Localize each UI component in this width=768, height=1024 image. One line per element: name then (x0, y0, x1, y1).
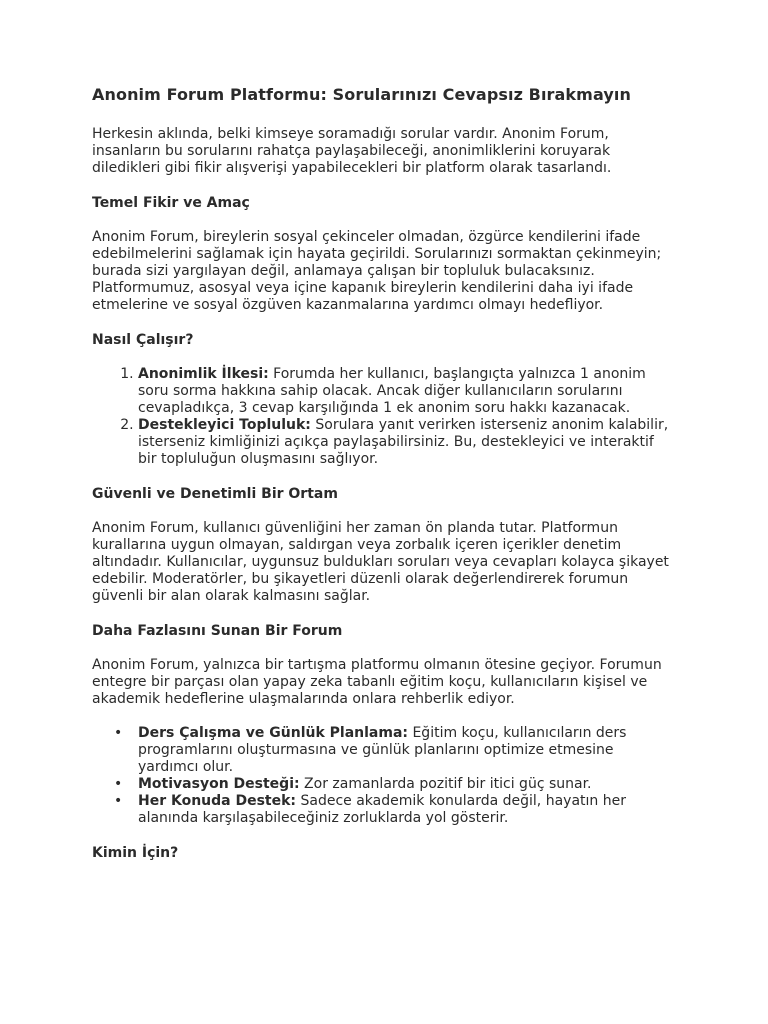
list-item (138, 366, 676, 417)
section-paragraph-temel: Anonim Forum, bireylerin sosyal çekinceler olmadan, özgürce kendilerini ifade edebilmelerini sağlamak için hayata geçirildi. Sorularınızı sormaktan çekinmeyin; burada sizi yargılayan değil, anlamaya çalışan bir topluluk bulacaksınız. Platformumuz, asosyal veya içine kapanık bireylerin kendilerini daha iyi ifade etmelerine ve sosyal özgüven kazanmalarına yardımcı olmayı hedefliyor. (92, 229, 662, 313)
list-item-text: Sorulara yanıt verirken isterseniz anonim kalabilir, isterseniz kimliğinizi açıkça paylaşabilirsiniz. Bu, destekleyici ve interaktif bir topluluğun oluşmasını sağlıyor. (138, 417, 669, 467)
section-heading-guvenli: Güvenli ve Denetimli Bir Ortam (92, 486, 338, 502)
bullet-list-daha (92, 725, 676, 827)
list-item-label: Motivasyon Desteği: (138, 776, 300, 792)
list-item (114, 725, 676, 776)
document-title: Anonim Forum Platformu: Sorularınızı Cevapsız Bırakmayın (92, 85, 631, 104)
bullet-icon: • (114, 725, 123, 741)
bullet-icon: • (114, 776, 123, 792)
section-paragraph-guvenli: Anonim Forum, kullanıcı güvenliğini her zaman ön planda tutar. Platformun kurallarına uygun olmayan, saldırgan veya zorbalık içeren içerikler denetim altındadır. Kullanıcılar, uygunsuz buldukları soruları veya cevapları kolayca şikayet edebilir. Moderatörler, bu şikayetleri düzenli olarak değerlendirerek forumun güvenli bir alan olarak kalmasını sağlar. (92, 520, 669, 604)
section-heading-nasil: Nasıl Çalışır? (92, 332, 194, 348)
list-item (138, 417, 676, 468)
section-heading-daha: Daha Fazlasını Sunan Bir Forum (92, 623, 343, 639)
section-paragraph-daha: Anonim Forum, yalnızca bir tartışma platformu olmanın ötesine geçiyor. Forumun entegre bir parçası olan yapay zeka tabanlı eğitim koçu, kullanıcıların kişisel ve akademik hedeflerine ulaşmalarında onlara rehberlik ediyor. (92, 657, 662, 707)
list-item-text: Zor zamanlarda pozitif bir itici güç sunar. (299, 776, 592, 792)
list-item-label: Anonimlik İlkesi: (138, 366, 269, 382)
intro-paragraph: Herkesin aklında, belki kimseye soramadığı sorular vardır. Anonim Forum, insanların bu sorularını rahatça paylaşabileceği, anonimliklerini koruyarak diledikleri gibi fikir alışverişi yapabilecekleri bir platform olarak tasarlandı. (92, 126, 612, 176)
section-heading-temel: Temel Fikir ve Amaç (92, 195, 250, 211)
numbered-list-nasil (92, 366, 676, 468)
list-item (114, 793, 676, 827)
list-item-label: Her Konuda Destek: (138, 793, 297, 809)
list-item-text: Eğitim koçu, kullanıcıların ders programlarını oluşturmasına ve günlük planlarını optimize etmesine yardımcı olur. (138, 725, 627, 775)
list-item-text: Sadece akademik konularda değil, hayatın her alanında karşılaşabileceğiniz zorluklarda yol gösterir. (138, 793, 626, 826)
section-heading-kimin: Kimin İçin? (92, 845, 179, 861)
list-item-label: Destekleyici Topluluk: (138, 417, 311, 433)
list-item (114, 776, 676, 793)
bullet-icon: • (114, 793, 123, 809)
list-item-label: Ders Çalışma ve Günlük Planlama: (138, 725, 409, 741)
list-item-text: Forumda her kullanıcı, başlangıçta yalnızca 1 anonim soru sorma hakkına sahip olacak. Ancak diğer kullanıcıların sorularını cevapladıkça, 3 cevap karşılığında 1 ek anonim soru hakkı kazanacak. (138, 366, 646, 416)
